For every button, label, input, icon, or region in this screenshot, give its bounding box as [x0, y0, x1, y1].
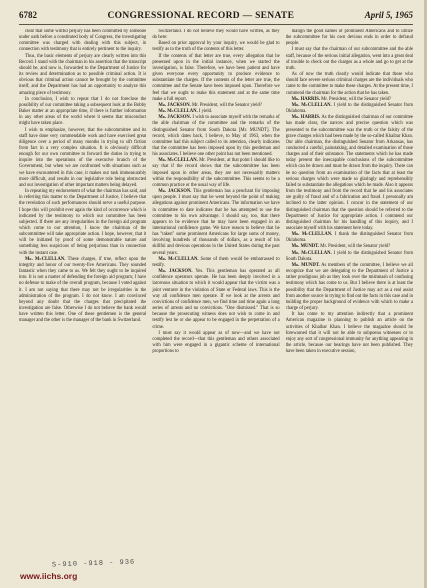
- paragraph: [286, 72, 413, 97]
- paragraph-text: In conclusion, I wish to repeat that I do not foreclose the possibility of our committee taking a subsequent look at the Bobby Baker matter at an appropriate time, if there is further information in any other areas of the world where it seems that misconduct might have taken place.: [19, 96, 147, 127]
- paragraph: [152, 54, 279, 103]
- paragraph-text: It has come to my attention indirectly that a prominent American magazine is planning to publish an article on the activities of Khaibar Khan. I believe the magazine should be forewarned that it will not be able to subpoena witnesses or to enjoy any sort of congressional immunity for anything appearing in the article, because our hearings have not been published. They have been taken in executive session,: [285, 312, 413, 355]
- paragraph: [286, 47, 413, 72]
- paragraph-text: In repeating my endorsement of what the chairman has said, and in referring this matter to the Department of Justice, I believe that the revelation of such performances should serve a useful purpose. I hope this will prohibit ever again the kind of occurrence which is indicated by the testimony to which our committee has been subjected. If there are any irregularities in the foreign aid program which come to our attention, I know the chairman of the subcommittee will take appropriate action. I hope, however, that it will be initiated by proof of some demonstrable nature and something less suspicious of being perjurious than in connection with the instant case.: [19, 189, 147, 256]
- paragraph: [152, 115, 279, 158]
- paragraph: [19, 128, 146, 190]
- speaker-name: Mr. McCLELLAN.: [291, 102, 332, 108]
- speaker-name: Mr. McCLELLAN.: [158, 158, 198, 164]
- publication-title: CONGRESSIONAL RECORD — SENATE: [107, 11, 295, 21]
- paragraph-text: Mr. President, will the Senator yield?: [321, 96, 392, 102]
- paragraph-text: I must say it would appear as of now—and we have not completed the record—that this gentleman and others associated with him were engaged in a gigantic scheme of international proportions to: [152, 330, 280, 355]
- paragraph-text: As members of the committee, I believe we all recognize that we are delegating to the Department of Justice a rather prodigious job as they look over the mishmash of confusing testimony which has come to us. But I believe there is at least the possibility that the Department of Justice may act as a real assist from another source in trying to find out the facts in this case and in building the proper background of evidence with which to make a charge of perjury.: [285, 262, 413, 312]
- page-number: 6782: [19, 10, 37, 20]
- paragraph: [286, 29, 413, 47]
- paragraph: [286, 103, 413, 115]
- column-2: [152, 29, 279, 567]
- paragraph: [152, 257, 279, 269]
- paragraph: [152, 29, 279, 41]
- paragraph-text: As of now the truth clearly would indicate that those who should face severe serious criminal charges are the individuals who came to the committee to make these charges. At the present time, I commend the chairman for the action that he has taken.: [285, 72, 413, 96]
- paragraph-text: If the contents of that letter are true, every allegation that he presented upon in the initial instance, when we started the investigation, is false. Therefore, we have been patient and have given everyone every opportunity to produce evidence to substantiate the charges. If the contents of the letter are true, the committee and the Senate have been imposed upon. Therefore we feel that we ought to make this statement and at the same time make a full report.: [152, 53, 280, 102]
- paragraph-text: I thank the distinguished Senator from Oklahoma.: [285, 232, 413, 244]
- paragraph: [19, 54, 146, 97]
- paragraph-text: I yield to the distinguished Senator from Oklahoma.: [285, 102, 413, 115]
- paragraph: [19, 189, 146, 257]
- speaker-name: Mr. HARRIS.: [291, 96, 320, 102]
- paragraph-text: I must say that the chairman of our subcommittee and the able staff, because of the serious initial allegation, went into a great deal of trouble to check out the charges as a whole and go to get at the truth.: [285, 47, 413, 71]
- speaker-name: Mr. HARRIS.: [291, 115, 321, 121]
- speaker-name: Mr. MUNDT.: [291, 262, 320, 268]
- paragraph-text: I yield to the distinguished Senator from South Dakota.: [285, 250, 413, 262]
- issue-date: April 5, 1965: [364, 10, 413, 20]
- text-columns: [19, 29, 413, 567]
- speaker-name: Mr. JACKSON.: [158, 189, 192, 195]
- paragraph-text: Mr. President, will the Senator yield?: [320, 244, 391, 250]
- page-header: [19, 10, 413, 25]
- paragraph-text: clear that some willful perjury has been committed by someone under oath before a constituted body of Congress, the investigating committee was charged with dealing with this subject, in connection with testimony that is entirely pertinent to the inquiry.: [19, 29, 147, 53]
- paragraph: [19, 257, 146, 325]
- paragraph-text: I wish to associate myself with the remarks of the able chairman of the committee and the remarks of the distinguished Senator from South Dakota [Mr. MUNDT]. The record, which dates back, I believe, to May of 1963, when the committee had this subject called to its attention, clearly indicates that the committee has been imposed upon by this gentleman and his associates. I believe one other point has not been mentioned.: [152, 115, 280, 158]
- speaker-name: Mr. JACKSON.: [158, 115, 191, 121]
- paragraph-text: Switzerland. I do not believe they would have written, as they do here:: [152, 29, 280, 41]
- speaker-name: Mr. McCLELLAN.: [25, 256, 66, 262]
- paragraph: [19, 97, 146, 128]
- paragraph: [286, 115, 413, 232]
- column-3: [286, 29, 413, 567]
- paragraph: [19, 29, 146, 54]
- paragraph: [152, 269, 279, 331]
- paragraph: [286, 263, 413, 312]
- speaker-name: Mr. McCLELLAN.: [291, 232, 333, 238]
- paragraph-text: Thus, the basic elements of perjury are clearly written into this Record. I stand with the chairman in his assertion that the transcript should be, and now is, forwarded to the Department of Justice for its review and determination as to possible criminal action. It is obvious that criminal action cannot be brought by the committee itself, and the Department has had an opportunity to analyze this amazing piece of testimony.: [19, 53, 147, 96]
- paragraph-text: Some of them would be embarrassed to testify.: [152, 256, 280, 268]
- speaker-name: Mr. MUNDT.: [291, 244, 320, 250]
- paragraph-text: I wish to emphasize, however, that the subcommittee and its staff have done very commendable work and have exercised great diligence over a period of many months in trying to sift fiction from fact in a very complex situation. It is obviously difficult enough for our own committee to forward the duties in trying to inquire into the operations of the executive branch of the Government, but when we are confronted with situations such as we have encountered in this case, it makes our task immeasurably more difficult, and results in our legislative role being obstructed and our investigation of other important matters being delayed.: [19, 127, 147, 188]
- page-footer: [0, 558, 427, 588]
- paragraph: [152, 41, 279, 53]
- speaker-name: Mr. JACKSON.: [158, 269, 193, 275]
- paragraph-text: Mr. President, will the Senator yield?: [192, 102, 262, 108]
- paragraph-text: This gentleman has a penchant for imposing upon people. I must say that he went beyond the point of making allegations against prominent Americans. The information we have in committee to date indicates that he has attempted to use the committee to his own advantage. I should say, too, that there appears to be evidence that he may have been engaged in an international confidence game. We have reason to believe that he has "taken" some prominent Americans for large sums of money, involving hundreds of thousands of dollars, as a result of his skillful and devious operations in the United States during the past several years.: [152, 189, 280, 256]
- speaker-name: Mr. JACKSON.: [158, 102, 191, 108]
- column-1: [19, 29, 146, 567]
- paragraph-text: Yes. This gentleman has operated as all confidence operators operate. He has been deeply involved in a larcenous situation to which it would appear that the victim was a joint venturer in the violation of State or Federal laws. This is the way all confidence men operate. If we look at the arrests and convictions of confidence men, we find time and time again a long series of arrests and no convictions. "One dismissed." That is so because the prosecuting witness does not wish to come in and testify lest he or she appear to be engaged in the perpetration of a crime.: [152, 269, 280, 330]
- paragraph: [286, 251, 413, 263]
- paragraph-text: As the distinguished chairman of our committee has made clear, the narrow and precise question which was presented to the subcommittee was the truth or the falsity of the grave charges which had been made by the so-called Khaibar Khan. Our able chairman, the distinguished Senator from Arkansas, has conducted a careful, painstaking, and detailed examination of those charges and of their substance. The statements which he has made today present the inescapable conclusions of the subcommittee which can be drawn and must be drawn from the inquiry. There can be no question from an examination of the facts that at least the serious charges which were made so glaringly and reprehensibly failed to substantiate the allegations which he made. Also it appears from the testimony and from the record that he and his associates are guilty of fraud and of a fabrication and fraud. I personally am inclined to the latter opinion. I concur in the statement of our distinguished chairman that the question should be referred to the Department of Justice for appropriate action. I commend our distinguished chairman for his handling of this inquiry, and I associate myself with his statement here today.: [285, 115, 413, 231]
- speaker-name: Mr. McCLELLAN.: [158, 109, 198, 115]
- paragraph: [152, 158, 279, 189]
- paragraph-text: malign the good names of prominent Americans and to utilize the subcommittee for his own devious ends in order to defraud people.: [285, 29, 413, 47]
- paragraph-text: I yield.: [198, 109, 213, 115]
- speaker-name: Mr. McCLELLAN.: [158, 256, 199, 262]
- paragraph: [286, 232, 413, 244]
- paragraph-text: Mr. President, at that point I should like to say that if the record shows that the subcommittee has been imposed upon in other areas, they are not necessarily matters within the responsibility of the subcommittee. This seems to be a common practice or the usual way of life.: [152, 158, 280, 188]
- paragraph-text: Based on prior approval by your inquiry, we would be glad to testify as to the truth of the contents of this letter.: [152, 41, 280, 53]
- paragraph: [152, 331, 279, 356]
- paragraph: [152, 189, 279, 257]
- paragraph-text: These charges, if true, reflect upon the integrity and honor of our twenty-five Americans. They sounded fantastic when they came to us. We felt they ought to be inquired into. It is not a matter of defending the foreign aid program; I have no defense to make of the overall program, because I voted against it. I am not saying that there may not be irregularities in the administration of the program. I do not know. I am convinced beyond any doubt that the charges that precipitated the investigation are false. Otherwise I do not believe the bank would have written this letter. One of these gentlemen is the general manager and the other is the manager of the bank in Switzerland.: [19, 256, 147, 324]
- source-url: www.iichs.org: [20, 571, 78, 581]
- paragraph: [286, 312, 413, 355]
- archive-stamp: S-910 -918 - 936: [51, 558, 136, 570]
- speaker-name: Mr. McCLELLAN.: [291, 250, 332, 256]
